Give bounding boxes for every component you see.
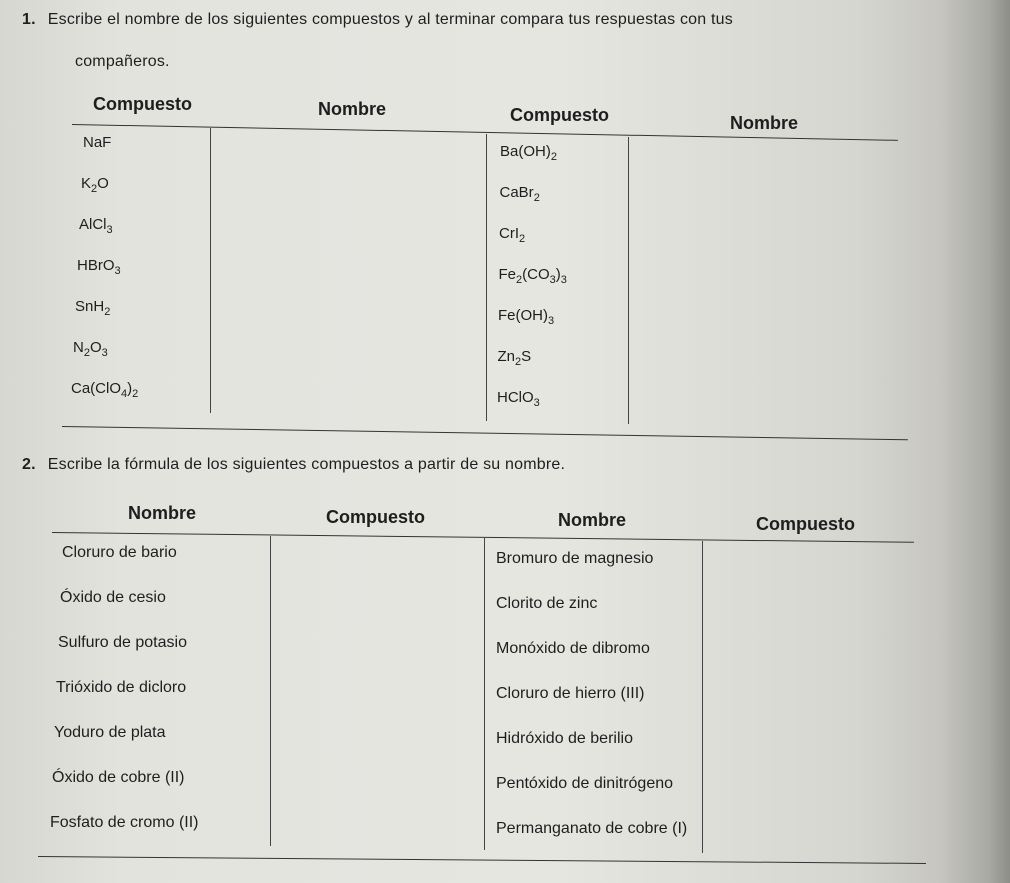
formula-subscript: 3: [549, 274, 556, 286]
formula-text: CrI: [499, 225, 519, 242]
exercise-1-instruction-line1: Escribe el nombre de los siguientes compuestos y al terminar compara tus respuestas con tus: [47, 11, 733, 28]
table2-divider-3: [702, 541, 703, 853]
table1-left-compound-7: [71, 380, 138, 400]
formula-text: Ca(ClO: [71, 380, 122, 397]
table2-left-name-1: Cloruro de bario: [62, 544, 177, 561]
table1-header-compuesto-1: Compuesto: [93, 94, 192, 114]
table1-header-nombre-1: Nombre: [318, 99, 387, 119]
table2-right-name-6: Pentóxido de dinitrógeno: [496, 775, 674, 792]
formula-text: S: [521, 348, 532, 365]
formula-text: ): [555, 266, 561, 283]
table1-right-compound-4: [499, 266, 567, 286]
table1-left-compound-4: [77, 257, 121, 277]
table2-header-nombre-2: Nombre: [558, 510, 627, 530]
formula-text: (CO: [522, 266, 550, 283]
table1-divider-3: [628, 137, 629, 424]
formula-text: O: [97, 175, 109, 192]
formula-text: Fe: [498, 266, 517, 283]
exercise-2-instruction: [22, 453, 565, 477]
table2-left-name-4: Trióxido de dicloro: [56, 679, 187, 696]
table1-left-compound-3: [79, 216, 113, 236]
table1-header-nombre-2: Nombre: [730, 113, 799, 133]
formula-text: Ba(OH): [500, 143, 551, 160]
table2-left-name-7: Fosfato de cromo (II): [50, 814, 199, 831]
table1-divider-2: [486, 134, 487, 421]
table2-right-name-2: Clorito de zinc: [496, 595, 598, 612]
formula-subscript: 2: [91, 183, 98, 195]
formula-text: K: [81, 175, 92, 192]
formula-text: N: [73, 339, 84, 356]
table2-right-name-7: Permanganato de cobre (I): [496, 820, 688, 837]
table2-right-name-4: Cloruro de hierro (III): [496, 685, 645, 702]
formula-subscript: 3: [106, 224, 113, 236]
formula-subscript: 3: [548, 315, 555, 327]
formula-text: AlCl: [79, 216, 107, 233]
table2-left-name-6: Óxido de cobre (II): [52, 769, 185, 786]
table1-header-compuesto-2: Compuesto: [510, 105, 609, 125]
table1-left-compound-6: [73, 339, 108, 359]
formula-text: SnH: [75, 298, 105, 315]
formula-text: CaBr: [499, 184, 534, 201]
table1-divider-1: [210, 128, 211, 413]
table1-right-compound-3: [499, 225, 525, 245]
table2-right-name-5: Hidróxido de berilio: [496, 730, 633, 747]
page-edge-shadow: [940, 0, 1010, 883]
formula-text: Fe(OH): [498, 307, 548, 324]
table2-header-compuesto-2: Compuesto: [756, 514, 855, 534]
formula-subscript: 3: [101, 347, 108, 359]
table2-right-name-1: Bromuro de magnesio: [496, 550, 654, 567]
formula-subscript: 2: [519, 233, 526, 245]
formula-subscript: 3: [560, 274, 567, 286]
formula-subscript: 2: [83, 347, 90, 359]
formula-subscript: 2: [132, 388, 139, 400]
formula-subscript: 2: [550, 151, 557, 163]
formula-subscript: 3: [533, 397, 540, 409]
table1-left-compound-1: [83, 134, 111, 151]
table1-left-compound-2: [81, 175, 109, 195]
table2-right-name-3: Monóxido de dibromo: [496, 640, 650, 657]
formula-subscript: 2: [515, 356, 522, 368]
exercise-1-instruction-continued: [75, 50, 170, 74]
formula-text: ): [127, 380, 133, 397]
formula-subscript: 4: [121, 388, 128, 400]
table1-right-compound-5: [498, 307, 554, 327]
formula-text: NaF: [83, 134, 112, 151]
formula-subscript: 2: [533, 192, 540, 204]
table2-header-nombre-1: Nombre: [128, 503, 197, 523]
exercise-1-instruction-line2: compañeros.: [75, 53, 170, 70]
table2-left-name-5: Yoduro de plata: [54, 724, 166, 741]
exercise-2-instruction-text: Escribe la fórmula de los siguientes compuestos a partir de su nombre.: [47, 456, 566, 473]
exercise-2-number: 2.: [22, 456, 36, 473]
table2-header-compuesto-1: Compuesto: [326, 507, 425, 527]
formula-text: HClO: [497, 389, 534, 406]
table2-left-name-2: Óxido de cesio: [60, 589, 166, 606]
table2-divider-1: [270, 536, 271, 846]
table1-right-compound-6: [498, 348, 532, 368]
exercise-1-number: 1.: [22, 11, 36, 28]
formula-text: HBrO: [77, 257, 115, 274]
table1-right-compound-7: [497, 389, 540, 409]
table2-divider-2: [484, 538, 485, 850]
formula-subscript: 2: [516, 274, 523, 286]
table2-left-name-3: Sulfuro de potasio: [58, 634, 187, 651]
formula-subscript: 3: [114, 265, 121, 277]
formula-text: Zn: [497, 348, 516, 365]
formula-subscript: 2: [104, 306, 111, 318]
formula-text: O: [89, 339, 102, 356]
table1-left-compound-5: [75, 298, 110, 318]
table1-right-compound-1: [500, 143, 557, 163]
exercise-1-instruction: [22, 8, 733, 32]
table1-right-compound-2: [500, 184, 540, 204]
